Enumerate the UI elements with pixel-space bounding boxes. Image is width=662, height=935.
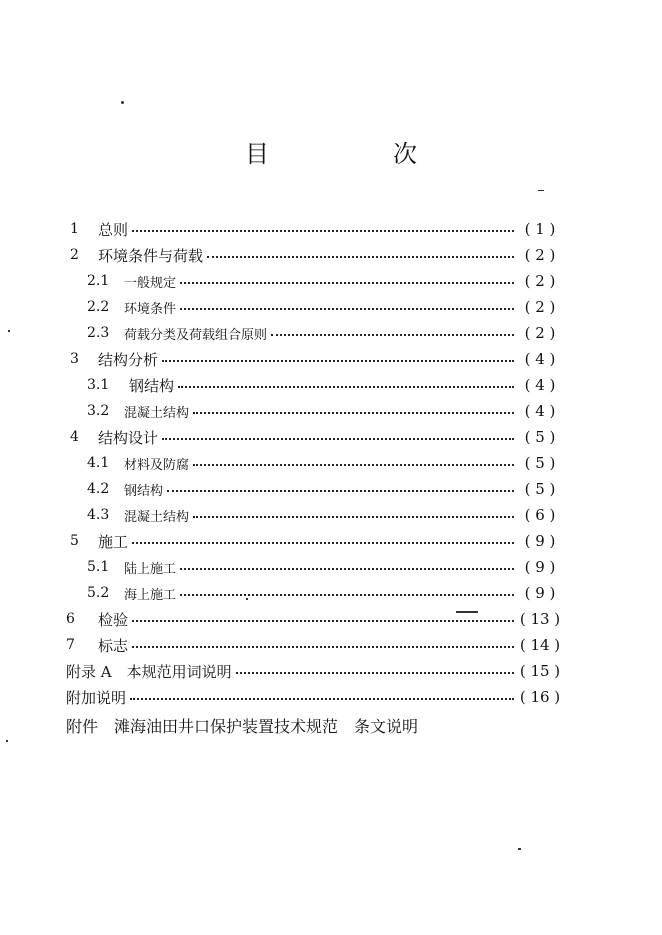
dot-leader: [132, 636, 514, 648]
toc-entry-label: 结构设计: [98, 428, 159, 447]
toc-entry-number: 4: [70, 429, 79, 445]
toc-entry-number: 4.3: [87, 507, 110, 523]
toc-entry-page: ( 6 ): [524, 506, 556, 524]
toc-entry-label: 海上施工: [124, 587, 177, 603]
toc-entry[interactable]: [87, 502, 562, 528]
toc-entry-label: 附加说明: [66, 688, 127, 707]
attachment-line[interactable]: 附件 滩海油田井口保护装置技术规范 条文说明: [66, 717, 419, 736]
toc-entry[interactable]: [87, 372, 562, 398]
scan-speck: [518, 848, 521, 850]
toc-entry-page: ( 9 ): [524, 558, 556, 576]
dot-leader: [193, 454, 514, 466]
toc-entry-number: 5: [70, 533, 79, 549]
dot-leader: [180, 558, 514, 570]
page-title: 目 次: [245, 140, 467, 168]
toc-entry-label: 施工: [98, 532, 129, 551]
toc-entry[interactable]: [66, 606, 562, 632]
toc-entry-page: ( 15 ): [519, 662, 561, 680]
toc-entry-page: ( 2 ): [524, 324, 556, 342]
toc-entry-number: 6: [66, 611, 75, 627]
toc-entry-page: ( 2 ): [524, 246, 556, 264]
toc-entry-number: 3.2: [87, 403, 110, 419]
dot-leader: [167, 480, 514, 492]
toc-entry-label: 混凝土结构: [124, 405, 190, 421]
toc-entry-page: ( 4 ): [524, 376, 556, 394]
toc-entry-label: 荷载分类及荷载组合原则: [124, 327, 268, 343]
toc-entry[interactable]: [87, 398, 562, 424]
scan-speck: [456, 611, 478, 613]
toc-entry-label: 陆上施工: [124, 561, 177, 577]
toc-entry-page: ( 14 ): [519, 636, 561, 654]
toc-entry[interactable]: [70, 424, 562, 450]
toc-entry-page: ( 1 ): [524, 220, 556, 238]
toc-entry-number: 3: [70, 351, 79, 367]
toc-entry-page: ( 4 ): [524, 350, 556, 368]
toc-entry-page: ( 5 ): [524, 454, 556, 472]
toc-entry-label: 一般规定: [124, 275, 177, 291]
toc-entry[interactable]: [87, 554, 562, 580]
toc-entry-number: 2.2: [87, 299, 110, 315]
toc-entry-number: 7: [66, 637, 75, 653]
dot-leader: [162, 428, 514, 440]
toc-entry[interactable]: [70, 528, 562, 554]
scan-speck: [538, 190, 544, 191]
toc-entry-number: 1: [70, 221, 79, 237]
toc-entry-label: 检验: [98, 610, 129, 629]
toc-entry-label: 环境条件: [124, 301, 177, 317]
toc-entry[interactable]: [87, 268, 562, 294]
scan-speck: [121, 101, 124, 104]
dot-leader: [180, 584, 514, 596]
toc-entry-page: ( 2 ): [524, 298, 556, 316]
toc-entry-label: 环境条件与荷载: [98, 246, 204, 265]
scan-speck: [8, 330, 10, 332]
toc-entry[interactable]: [66, 658, 562, 684]
toc-entry-number: 2.3: [87, 325, 110, 341]
toc-entry[interactable]: [87, 294, 562, 320]
toc-entry-number: 3.1: [87, 377, 110, 393]
scan-speck: [246, 598, 248, 600]
dot-leader: [132, 532, 514, 544]
dot-leader: [193, 506, 514, 518]
toc-entry[interactable]: [66, 684, 562, 710]
toc-entry-label: 材料及防腐: [124, 457, 190, 473]
toc-entry-label: 标志: [98, 636, 129, 655]
dot-leader: [180, 298, 514, 310]
toc-entry-number: 2: [70, 247, 79, 263]
toc-entry[interactable]: [70, 216, 562, 242]
toc-entry-number: 4.2: [87, 481, 110, 497]
toc-entry[interactable]: [70, 346, 562, 372]
toc-entry[interactable]: [87, 450, 562, 476]
toc-entry-page: ( 5 ): [524, 428, 556, 446]
toc-entry-number: 2.1: [87, 273, 110, 289]
dot-leader: [178, 376, 514, 388]
toc-entry-label: 钢结构: [129, 376, 175, 395]
toc-entry-number: 5.2: [87, 585, 110, 601]
dot-leader: [236, 662, 514, 674]
toc-entry[interactable]: [70, 242, 562, 268]
toc-entry-label: 混凝土结构: [124, 509, 190, 525]
toc-entry-number: 4.1: [87, 455, 110, 471]
dot-leader: [271, 324, 514, 336]
toc-entry-page: ( 5 ): [524, 480, 556, 498]
toc-entry-label: 总则: [98, 220, 129, 239]
toc-entry[interactable]: [87, 580, 562, 606]
toc-entry-label: 附录 A 本规范用词说明: [66, 662, 232, 681]
dot-leader: [162, 350, 514, 362]
dot-leader: [193, 402, 514, 414]
toc-entry-page: ( 9 ): [524, 584, 556, 602]
toc-entry-label: 钢结构: [124, 483, 164, 499]
dot-leader: [180, 272, 514, 284]
dot-leader: [207, 246, 514, 258]
toc-entry-page: ( 16 ): [519, 688, 561, 706]
scan-speck: [6, 740, 8, 742]
toc-entry[interactable]: [87, 320, 562, 346]
toc-entry-label: 结构分析: [98, 350, 159, 369]
toc-entry-page: ( 13 ): [519, 610, 561, 628]
dot-leader: [132, 220, 514, 232]
toc-entry-page: ( 2 ): [524, 272, 556, 290]
toc-entry-number: 5.1: [87, 559, 110, 575]
toc-entry[interactable]: [87, 476, 562, 502]
toc-entry-page: ( 9 ): [524, 532, 556, 550]
dot-leader: [130, 688, 514, 700]
toc-entry-page: ( 4 ): [524, 402, 556, 420]
toc-entry[interactable]: [66, 632, 562, 658]
